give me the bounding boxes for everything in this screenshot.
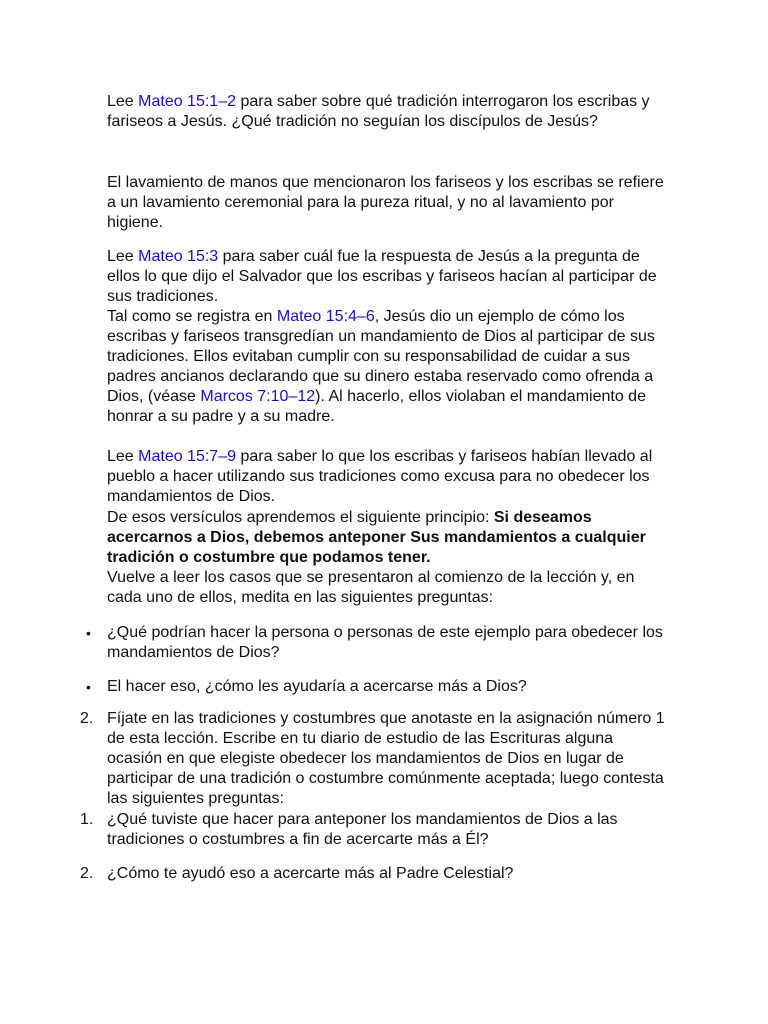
paragraph-text: Lee <box>107 248 139 265</box>
scripture-link-mateo-15-4-6[interactable]: Mateo 15:4–6 <box>276 308 375 325</box>
paragraph-handwashing-explanation <box>107 173 667 233</box>
principle-statement: Si deseamos acercarnos a Dios, debemos anteponer Sus mandamientos a cualquier tradición o costumbre que podamos tener. <box>107 509 646 566</box>
paragraph-text: De esos versículos aprendemos el siguiente principio: <box>107 509 494 526</box>
paragraph-read-mateo-15-1-2 <box>107 92 667 132</box>
list-item-text: ¿Cómo te ayudó eso a acercarte más al Padre Celestial? <box>107 865 514 882</box>
paragraph-text: para saber lo que los escribas y fariseos habían llevado al pueblo a hacer utilizando sus tradiciones como excusa para no obedecer los mandamientos de Dios. <box>107 448 653 505</box>
scripture-link-mateo-15-7-9[interactable]: Mateo 15:7–9 <box>138 448 236 465</box>
list-number: 2. <box>80 710 94 727</box>
bullet-list-item <box>80 677 670 697</box>
paragraph-text: para saber cuál fue la respuesta de Jesús a la pregunta de ellos lo que dijo el Salvador que los escribas y fariseos hacían al participar de sus tradiciones. <box>107 248 657 305</box>
numbered-list-item-2 <box>80 709 670 809</box>
paragraph-read-mateo-15-7-9 <box>107 447 667 507</box>
bullet-list-item <box>80 623 670 663</box>
list-item-text: El hacer eso, ¿cómo les ayudaría a acercarse más a Dios? <box>107 678 527 695</box>
paragraph-mateo-15-4-6-example <box>107 307 667 427</box>
paragraph-text: Tal como se registra en <box>107 308 277 325</box>
scripture-link-mateo-15-1-2[interactable]: Mateo 15:1–2 <box>138 93 236 110</box>
paragraph-text: ). Al hacerlo, ellos violaban el mandamiento de honrar a su padre y a su madre. <box>107 388 646 425</box>
list-number: 2. <box>80 865 94 882</box>
paragraph-text: Vuelve a leer los casos que se presentaron al comienzo de la lección y, en cada uno de ellos, medita en las siguientes preguntas: <box>107 569 635 606</box>
paragraph-reread-cases <box>107 568 667 608</box>
list-item-text: ¿Qué tuviste que hacer para anteponer los mandamientos de Dios a las tradiciones o costumbres a fin de acercarte más a Él? <box>107 811 618 848</box>
bullet-marker: • <box>86 679 91 695</box>
paragraph-text: Lee <box>107 448 139 465</box>
bullet-marker: • <box>86 625 91 641</box>
paragraph-read-mateo-15-3 <box>107 247 667 307</box>
paragraph-text: , Jesús dio un ejemplo de cómo los escribas y fariseos transgredían un mandamiento de Dios al participar de sus tradiciones. Ellos evitaban cumplir con su responsabilidad de cuidar a sus padres ancianos declarando que su dinero estaba reservado como ofrenda a Dios, (véase <box>107 308 655 405</box>
paragraph-text: Lee <box>107 93 139 110</box>
numbered-sublist-item-2 <box>80 864 670 884</box>
scripture-link-marcos-7-10-12[interactable]: Marcos 7:10–12 <box>200 388 316 405</box>
list-number: 1. <box>80 811 94 828</box>
paragraph-text: para saber sobre qué tradición interrogaron los escribas y fariseos a Jesús. ¿Qué tradición no seguían los discípulos de Jesús? <box>107 93 650 130</box>
scripture-link-mateo-15-3[interactable]: Mateo 15:3 <box>138 248 219 265</box>
list-item-text: ¿Qué podrían hacer la persona o personas de este ejemplo para obedecer los mandamientos de Dios? <box>107 624 663 661</box>
paragraph-text: El lavamiento de manos que mencionaron los fariseos y los escribas se refiere a un lavamiento ceremonial para la pureza ritual, y no al lavamiento por higiene. <box>107 174 664 231</box>
list-item-text: Fíjate en las tradiciones y costumbres que anotaste en la asignación número 1 de esta lección. Escribe en tu diario de estudio de las Escrituras alguna ocasión en que elegiste obedecer los mandamientos de Dios en lugar de participar de una tradición o costumbre comúnmente aceptada; luego contesta las siguientes preguntas: <box>107 710 665 807</box>
numbered-sublist-item-1 <box>80 810 670 850</box>
paragraph-principle <box>107 508 667 568</box>
